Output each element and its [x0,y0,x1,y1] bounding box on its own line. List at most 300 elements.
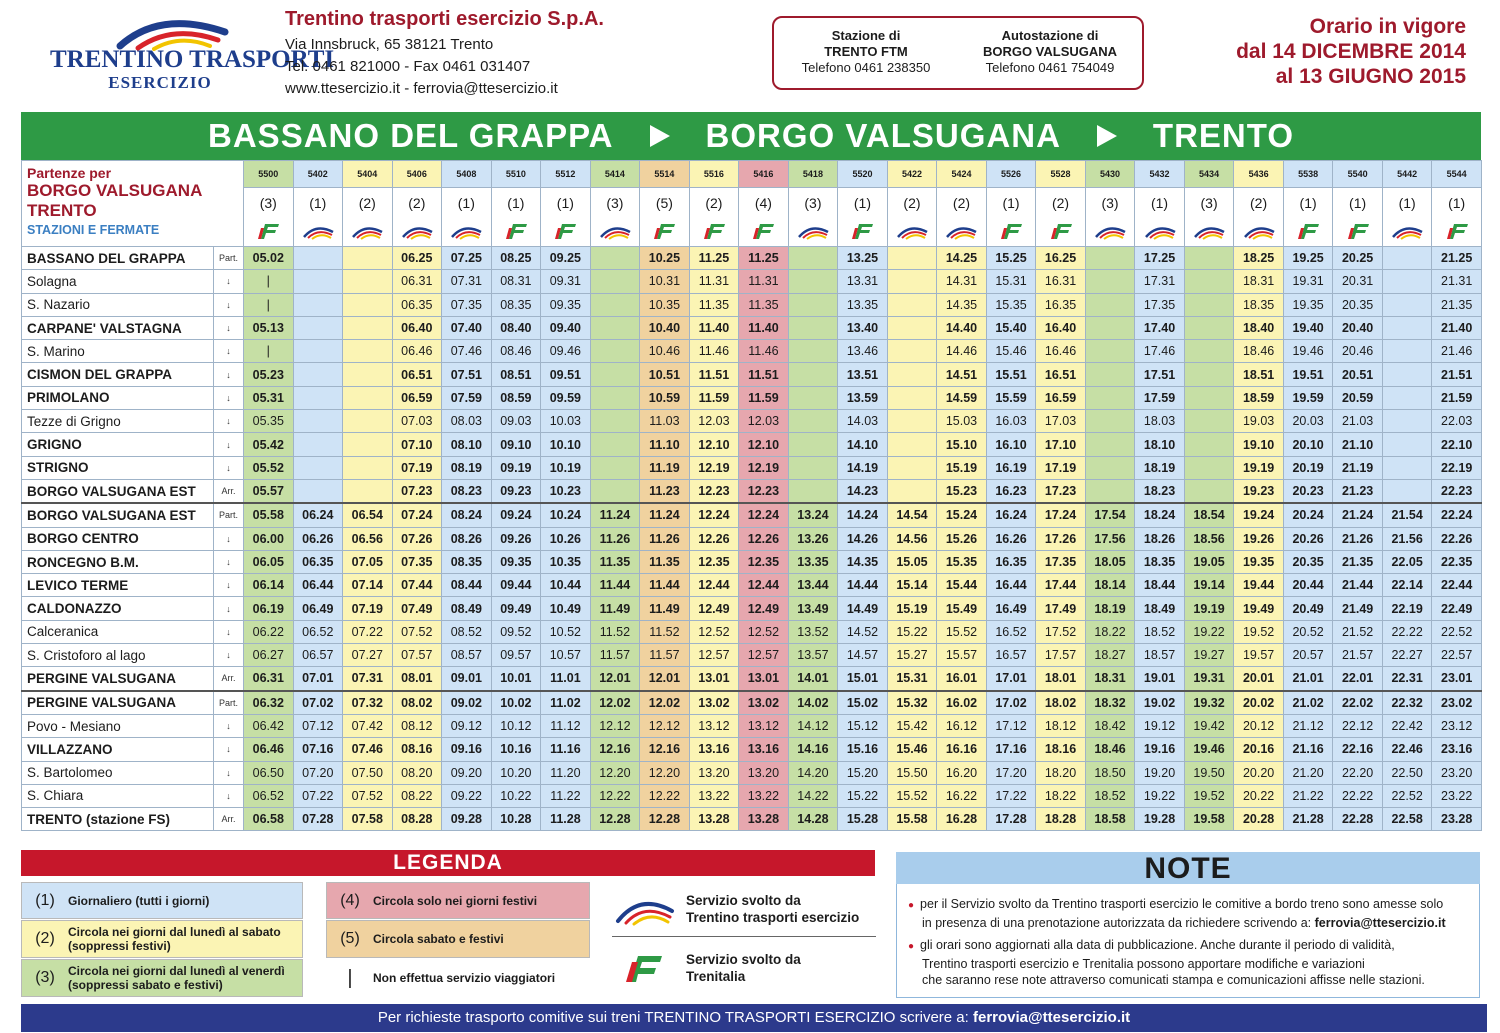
time-cell: 08.01 [392,667,442,691]
time-cell: 21.46 [1432,340,1482,363]
legend-item-6 [326,959,590,997]
company-web[interactable]: www.ttesercizio.it - ferrovia@ttesercizio.it [285,80,558,97]
time-cell [590,479,640,503]
time-cell: 10.20 [491,761,541,784]
time-cell: 09.46 [541,340,591,363]
time-cell: 16.49 [986,597,1036,620]
station-name: PERGINE VALSUGANA [22,691,214,715]
time-cell: 15.22 [887,620,937,643]
arrival-departure-mark: ↓ [214,550,244,573]
time-cell: 13.20 [689,761,739,784]
time-cell: 20.03 [1283,410,1333,433]
time-cell [1085,270,1135,293]
bullet-icon: ● [908,900,915,911]
time-cell: 11.52 [640,620,690,643]
time-cell: 09.22 [442,784,492,807]
time-cell: 11.40 [739,316,789,339]
route-stop: TRENTO [1152,117,1294,154]
time-cell: 13.22 [739,784,789,807]
time-cell: 12.24 [689,503,739,527]
time-cell: 07.35 [392,550,442,573]
time-cell: 14.12 [788,714,838,737]
time-cell: 13.44 [788,574,838,597]
time-cell: 22.22 [1333,784,1383,807]
arrival-departure-mark: ↓ [214,527,244,550]
time-cell: 11.31 [739,270,789,293]
tte-logo-icon [895,221,929,241]
time-cell: 23.22 [1432,784,1482,807]
time-cell: 19.28 [1135,808,1185,831]
table-row [22,247,1482,270]
time-cell: 15.22 [838,784,888,807]
time-cell: 18.16 [1036,738,1086,761]
time-cell: 12.12 [590,714,640,737]
time-cell: 06.40 [392,316,442,339]
station-name: S. Nazario [22,293,214,316]
time-cell: 19.35 [1234,550,1284,573]
time-cell: 07.59 [442,386,492,409]
time-cell: 18.31 [1085,667,1135,691]
time-cell: 15.16 [838,738,888,761]
time-cell: 22.58 [1382,808,1432,831]
time-cell: 12.16 [590,738,640,761]
time-cell: 20.35 [1283,550,1333,573]
time-cell [1085,456,1135,479]
time-cell: 18.56 [1184,527,1234,550]
train-operator-cell [1234,218,1284,247]
time-cell: 20.35 [1333,293,1383,316]
time-cell: 17.28 [986,808,1036,831]
time-cell: 18.52 [1135,620,1185,643]
time-cell: 13.28 [689,808,739,831]
time-cell [590,270,640,293]
time-cell: 11.03 [640,410,690,433]
time-cell: 14.20 [788,761,838,784]
time-cell: 05.23 [244,363,294,386]
train-number: 5544 [1432,161,1482,188]
time-cell: 10.35 [640,293,690,316]
time-cell: 13.31 [838,270,888,293]
time-cell: 12.22 [590,784,640,807]
train-frequency-mark: (1) [1382,188,1432,219]
note-text: Trentino trasporti esercizio e Trenitalia possono apportare modifiche e variazioni [922,956,1365,971]
time-cell: 13.16 [689,738,739,761]
time-cell: 13.01 [689,667,739,691]
time-cell: 11.49 [640,597,690,620]
stations-box [772,16,1144,90]
time-cell: 10.49 [541,597,591,620]
station-name: Povo - Mesiano [22,714,214,737]
time-cell [887,340,937,363]
time-cell [343,410,393,433]
time-cell: 17.25 [1135,247,1185,270]
time-cell: 09.26 [491,527,541,550]
time-cell: 07.16 [293,738,343,761]
time-cell: 18.51 [1234,363,1284,386]
time-cell [1085,340,1135,363]
time-cell: 22.42 [1382,714,1432,737]
train-number: 5434 [1184,161,1234,188]
time-cell [1085,479,1135,503]
time-cell: 16.57 [986,644,1036,667]
time-cell: 20.22 [1234,784,1284,807]
time-cell: 20.24 [1283,503,1333,527]
time-cell [887,479,937,503]
time-cell: 20.40 [1333,316,1383,339]
time-cell: 13.51 [838,363,888,386]
time-cell: 18.52 [1085,784,1135,807]
time-cell [788,456,838,479]
time-cell: 08.22 [392,784,442,807]
tte-logo-icon [301,221,335,241]
time-cell: 20.46 [1333,340,1383,363]
time-cell: 10.23 [541,479,591,503]
time-cell [887,410,937,433]
time-cell: 09.02 [442,691,492,715]
time-cell: 18.44 [1135,574,1185,597]
time-cell: 19.23 [1234,479,1284,503]
time-cell: 20.25 [1333,247,1383,270]
time-cell: 07.52 [343,784,393,807]
time-cell [887,293,937,316]
time-cell: 19.49 [1234,597,1284,620]
time-cell: 22.05 [1382,550,1432,573]
time-cell: 17.59 [1135,386,1185,409]
train-frequency-mark: (1) [838,188,888,219]
time-cell: 09.35 [491,550,541,573]
train-frequency-mark: (5) [640,188,690,219]
time-cell: 14.01 [788,667,838,691]
train-operator-cell [838,218,888,247]
time-cell [293,386,343,409]
time-cell: 11.24 [640,503,690,527]
time-cell: 15.31 [887,667,937,691]
train-operator-cell [541,218,591,247]
table-row [22,714,1482,737]
time-cell: 23.20 [1432,761,1482,784]
train-number: 5436 [1234,161,1284,188]
table-row [22,270,1482,293]
time-cell: 08.02 [392,691,442,715]
time-cell: 18.42 [1085,714,1135,737]
time-cell: 10.01 [491,667,541,691]
time-cell: 11.51 [739,363,789,386]
time-cell [887,363,937,386]
time-cell: 07.10 [392,433,442,456]
time-cell [590,410,640,433]
time-cell: 12.57 [689,644,739,667]
time-cell: 12.44 [689,574,739,597]
time-cell: 22.57 [1432,644,1482,667]
time-cell: 09.31 [541,270,591,293]
time-cell: 18.05 [1085,550,1135,573]
time-cell [1382,247,1432,270]
station-title: Stazione di [831,28,901,43]
station-name: BORGO VALSUGANA [982,44,1118,59]
time-cell: 08.19 [442,456,492,479]
time-cell: 21.24 [1333,503,1383,527]
arrival-departure-mark: Part. [214,691,244,715]
time-cell: 15.01 [838,667,888,691]
time-cell: 13.02 [739,691,789,715]
time-cell: 15.52 [937,620,987,643]
time-cell: 13.25 [838,247,888,270]
time-cell: 23.12 [1432,714,1482,737]
time-cell: 07.24 [392,503,442,527]
time-cell: 14.56 [887,527,937,550]
time-cell [590,456,640,479]
time-cell: 17.19 [1036,456,1086,479]
train-operator-cell [689,218,739,247]
time-cell: 19.44 [1234,574,1284,597]
time-cell: 11.16 [541,738,591,761]
time-cell: 11.25 [689,247,739,270]
time-cell: 11.23 [640,479,690,503]
time-cell: 14.46 [937,340,987,363]
legend-key: (2) [35,930,55,947]
time-cell: 19.03 [1234,410,1284,433]
time-cell: 19.52 [1184,784,1234,807]
legend-text: Circola sabato e festivi [373,932,504,946]
station-name: LEVICO TERME [22,574,214,597]
time-cell: 11.28 [541,808,591,831]
time-cell: 21.44 [1333,574,1383,597]
time-cell: 10.59 [640,386,690,409]
time-cell: 06.49 [293,597,343,620]
time-cell: 21.19 [1333,456,1383,479]
time-cell: 14.57 [838,644,888,667]
time-cell: 08.24 [442,503,492,527]
time-cell: 07.22 [343,620,393,643]
time-cell: 19.50 [1184,761,1234,784]
time-cell: 22.52 [1432,620,1482,643]
time-cell: 17.23 [1036,479,1086,503]
note-email[interactable]: ferrovia@ttesercizio.it [1314,915,1446,930]
train-frequency-mark: (1) [1283,188,1333,219]
time-cell: 15.26 [937,527,987,550]
table-row [22,738,1482,761]
destination-label: BORGO VALSUGANA [27,181,203,200]
arrival-departure-mark: Part. [214,503,244,527]
time-cell: 21.22 [1283,784,1333,807]
time-cell: 17.31 [1135,270,1185,293]
time-cell: 11.12 [541,714,591,737]
train-frequency-mark: (3) [1184,188,1234,219]
time-cell: 19.59 [1283,386,1333,409]
validity-period [1236,14,1466,89]
time-cell: 22.10 [1432,433,1482,456]
time-cell: 19.46 [1184,738,1234,761]
time-cell: 11.46 [739,340,789,363]
time-cell: 13.01 [739,667,789,691]
time-cell: 06.57 [293,644,343,667]
train-operator-cell [1135,218,1185,247]
time-cell: 20.28 [1234,808,1284,831]
time-cell: 15.58 [887,808,937,831]
company-info [285,8,604,97]
time-cell [343,293,393,316]
time-cell: 21.54 [1382,503,1432,527]
train-operator-cell [244,218,294,247]
time-cell: 13.40 [838,316,888,339]
train-number: 5510 [491,161,541,188]
time-cell: 23.01 [1432,667,1482,691]
time-cell: 14.49 [838,597,888,620]
time-cell: 21.59 [1432,386,1482,409]
time-cell: 07.51 [442,363,492,386]
legend-key: (1) [35,891,55,909]
time-cell: 12.35 [689,550,739,573]
time-cell: 15.44 [937,574,987,597]
time-cell: 21.03 [1333,410,1383,433]
validity-line: al 13 GIUGNO 2015 [1275,65,1466,88]
time-cell [1184,247,1234,270]
time-cell: 06.46 [392,340,442,363]
time-cell: 07.44 [392,574,442,597]
time-cell: 19.20 [1135,761,1185,784]
tte-logo-icon [449,221,483,241]
train-frequency-mark: (2) [937,188,987,219]
time-cell: 17.10 [1036,433,1086,456]
time-cell: | [244,270,294,293]
time-cell: 08.46 [491,340,541,363]
time-cell: 13.16 [739,738,789,761]
station-title: Autostazione di [1001,28,1099,43]
time-cell: 15.59 [986,386,1036,409]
time-cell: 19.27 [1184,644,1234,667]
arrival-departure-mark: ↓ [214,644,244,667]
train-operator-cell [590,218,640,247]
time-cell: 22.44 [1432,574,1482,597]
table-row [22,574,1482,597]
time-cell: 10.19 [541,456,591,479]
time-cell: 14.19 [838,456,888,479]
time-cell: 12.02 [640,691,690,715]
route-stop: BORGO VALSUGANA [705,117,1061,154]
time-cell: 07.02 [293,691,343,715]
table-row [22,293,1482,316]
station-name: S. Bartolomeo [22,761,214,784]
time-cell: 22.03 [1432,410,1482,433]
time-cell [343,433,393,456]
train-number: 5424 [937,161,987,188]
time-cell [343,456,393,479]
time-cell: 16.02 [937,691,987,715]
train-number: 5538 [1283,161,1333,188]
time-cell [788,340,838,363]
time-cell: 15.25 [986,247,1036,270]
time-cell: 08.31 [491,270,541,293]
time-cell: 19.10 [1234,433,1284,456]
time-cell: 09.57 [491,644,541,667]
time-cell: 19.57 [1234,644,1284,667]
time-cell: 14.52 [838,620,888,643]
time-cell: 06.27 [244,644,294,667]
time-cell: 13.24 [788,503,838,527]
time-cell: 20.10 [1283,433,1333,456]
train-frequency-mark: (1) [986,188,1036,219]
time-cell: 23.16 [1432,738,1482,761]
time-cell: 17.35 [1135,293,1185,316]
table-row [22,597,1482,620]
time-cell: 06.42 [244,714,294,737]
time-cell [1085,433,1135,456]
time-cell: 19.19 [1234,456,1284,479]
time-cell: 15.27 [887,644,937,667]
time-cell: 18.46 [1085,738,1135,761]
time-cell: 18.10 [1135,433,1185,456]
note-text: che saranno rese note attraverso comunicati stampa e comunicazioni affisse nelle stazioni. [922,973,1425,987]
station-name: PERGINE VALSUGANA [22,667,214,691]
time-cell: 11.01 [541,667,591,691]
time-cell: 18.19 [1085,597,1135,620]
time-cell: 17.51 [1135,363,1185,386]
time-cell [293,456,343,479]
time-cell [343,479,393,503]
arrow-right-icon [1097,125,1117,147]
route-banner [21,112,1481,160]
time-cell [1382,316,1432,339]
time-cell: 21.31 [1432,270,1482,293]
time-cell: 10.16 [491,738,541,761]
time-cell: 06.24 [293,503,343,527]
time-cell: 06.56 [343,527,393,550]
table-row [22,550,1482,573]
trenitalia-logo-icon [746,221,780,241]
time-cell: 07.01 [293,667,343,691]
time-cell: 18.19 [1135,456,1185,479]
arrival-departure-mark: ↓ [214,386,244,409]
time-cell: 16.44 [986,574,1036,597]
time-cell: 20.20 [1234,761,1284,784]
tte-logo-icon [796,221,830,241]
time-cell: 22.23 [1432,479,1482,503]
time-cell: 15.35 [986,293,1036,316]
time-cell: 22.28 [1333,808,1383,831]
time-cell: 10.26 [541,527,591,550]
time-cell: 22.24 [1432,503,1482,527]
time-cell: 14.51 [937,363,987,386]
time-cell: 15.28 [838,808,888,831]
time-cell: 06.59 [392,386,442,409]
time-cell: 13.49 [788,597,838,620]
time-cell: 11.51 [689,363,739,386]
time-cell: 10.35 [541,550,591,573]
time-cell [590,340,640,363]
time-cell [1382,433,1432,456]
time-cell: 17.46 [1135,340,1185,363]
time-cell: 07.19 [392,456,442,479]
time-cell: 20.16 [1234,738,1284,761]
time-cell: 17.22 [986,784,1036,807]
time-cell: 11.59 [689,386,739,409]
time-cell: 14.28 [788,808,838,831]
time-cell: 12.52 [739,620,789,643]
train-operator-cell [392,218,442,247]
footer-email[interactable]: ferrovia@ttesercizio.it [972,1009,1131,1026]
train-number: 5416 [739,161,789,188]
time-cell [293,270,343,293]
train-number: 5406 [392,161,442,188]
time-cell: 21.57 [1333,644,1383,667]
time-cell: 10.10 [541,433,591,456]
time-cell: 20.01 [1234,667,1284,691]
legend-key: (5) [340,930,360,947]
time-cell [293,479,343,503]
time-cell: 10.46 [640,340,690,363]
time-cell: 14.35 [937,293,987,316]
time-cell: 15.02 [838,691,888,715]
